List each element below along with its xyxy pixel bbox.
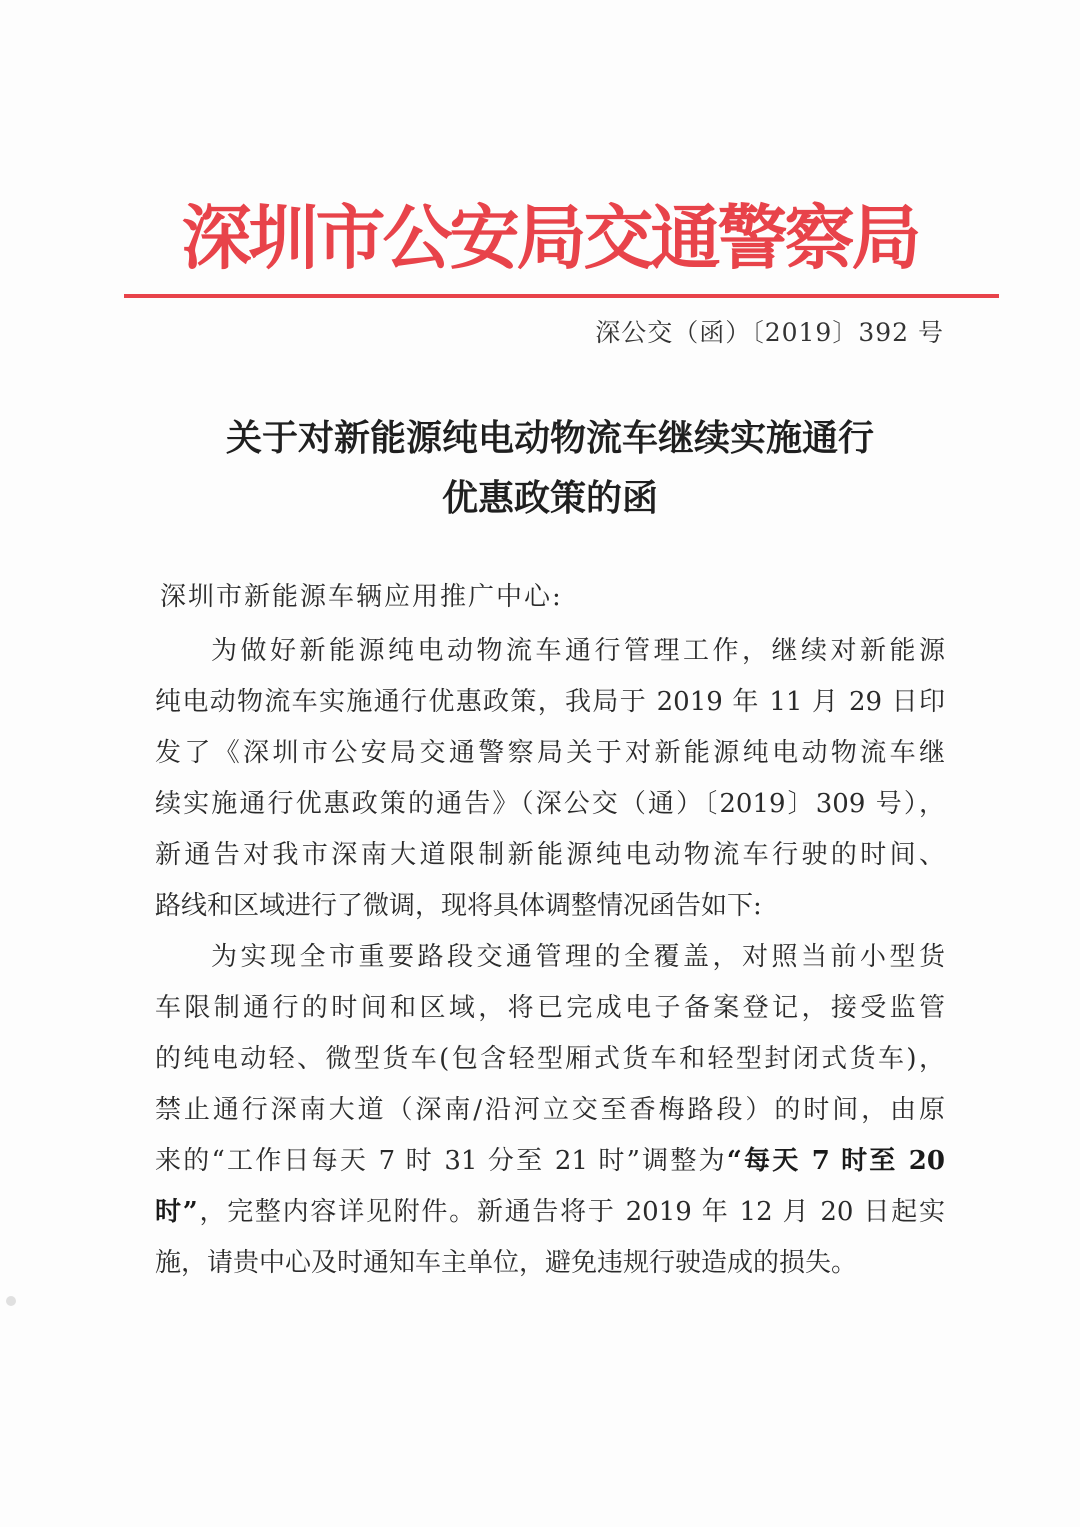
paragraph-line: 发了《深圳市公安局交通警察局关于对新能源纯电动物流车继 <box>155 738 945 768</box>
paragraph-line: 为实现全市重要路段交通管理的全覆盖，对照当前小型货 <box>211 942 945 972</box>
paragraph-line: 纯电动物流车实施通行优惠政策，我局于 2019 年 11 月 29 日印 <box>155 687 945 717</box>
paragraph-line <box>155 1136 945 1187</box>
body-paragraph-2 <box>155 932 945 1289</box>
paragraph-line: 禁止通行深南大道（深南/沿河立交至香梅路段）的时间，由原 <box>155 1095 945 1125</box>
title-line-2: 优惠政策的函 <box>441 477 658 519</box>
paragraph-line: 施，请贵中心及时通知车主单位，避免违规行驶造成的损失。 <box>155 1248 858 1278</box>
paragraph-line: 新通告对我市深南大道限制新能源纯电动物流车行驶的时间、 <box>155 840 945 870</box>
body-paragraph-1 <box>155 626 945 932</box>
paragraph-line <box>155 1187 945 1238</box>
document-number: 深公交（函）〔2019〕392 号 <box>595 318 944 347</box>
scan-speck <box>6 1296 16 1306</box>
paragraph-line: 为做好新能源纯电动物流车通行管理工作，继续对新能源 <box>211 636 945 666</box>
paragraph-line: 的纯电动轻、微型货车(包含轻型厢式货车和轻型封闭式货车)， <box>155 1044 945 1074</box>
document-title <box>130 408 970 528</box>
paragraph-line: 路线和区域进行了微调，现将具体调整情况函告如下: <box>155 891 762 921</box>
line-text: 来的“工作日每天 7 时 31 分至 21 时”调整为 <box>155 1146 727 1176</box>
line-text: ，完整内容详见附件。新通告将于 2019 年 12 月 20 日起实 <box>197 1197 945 1227</box>
paragraph-line: 续实施通行优惠政策的通告》（深公交（通）〔2019〕309 号）， <box>155 789 945 819</box>
organization-header: 深圳市公安局交通警察局 <box>181 196 919 279</box>
paragraph-line: 车限制通行的时间和区域，将已完成电子备案登记，接受监管 <box>155 993 945 1023</box>
emphasized-time-change: “每天 7 时至 20 <box>726 1146 945 1176</box>
header-red-rule <box>124 294 999 298</box>
emphasized-time-change-end: 时” <box>155 1197 198 1227</box>
title-line-1: 关于对新能源纯电动物流车继续实施通行 <box>225 417 874 459</box>
recipient-salutation: 深圳市新能源车辆应用推广中心: <box>160 582 563 612</box>
